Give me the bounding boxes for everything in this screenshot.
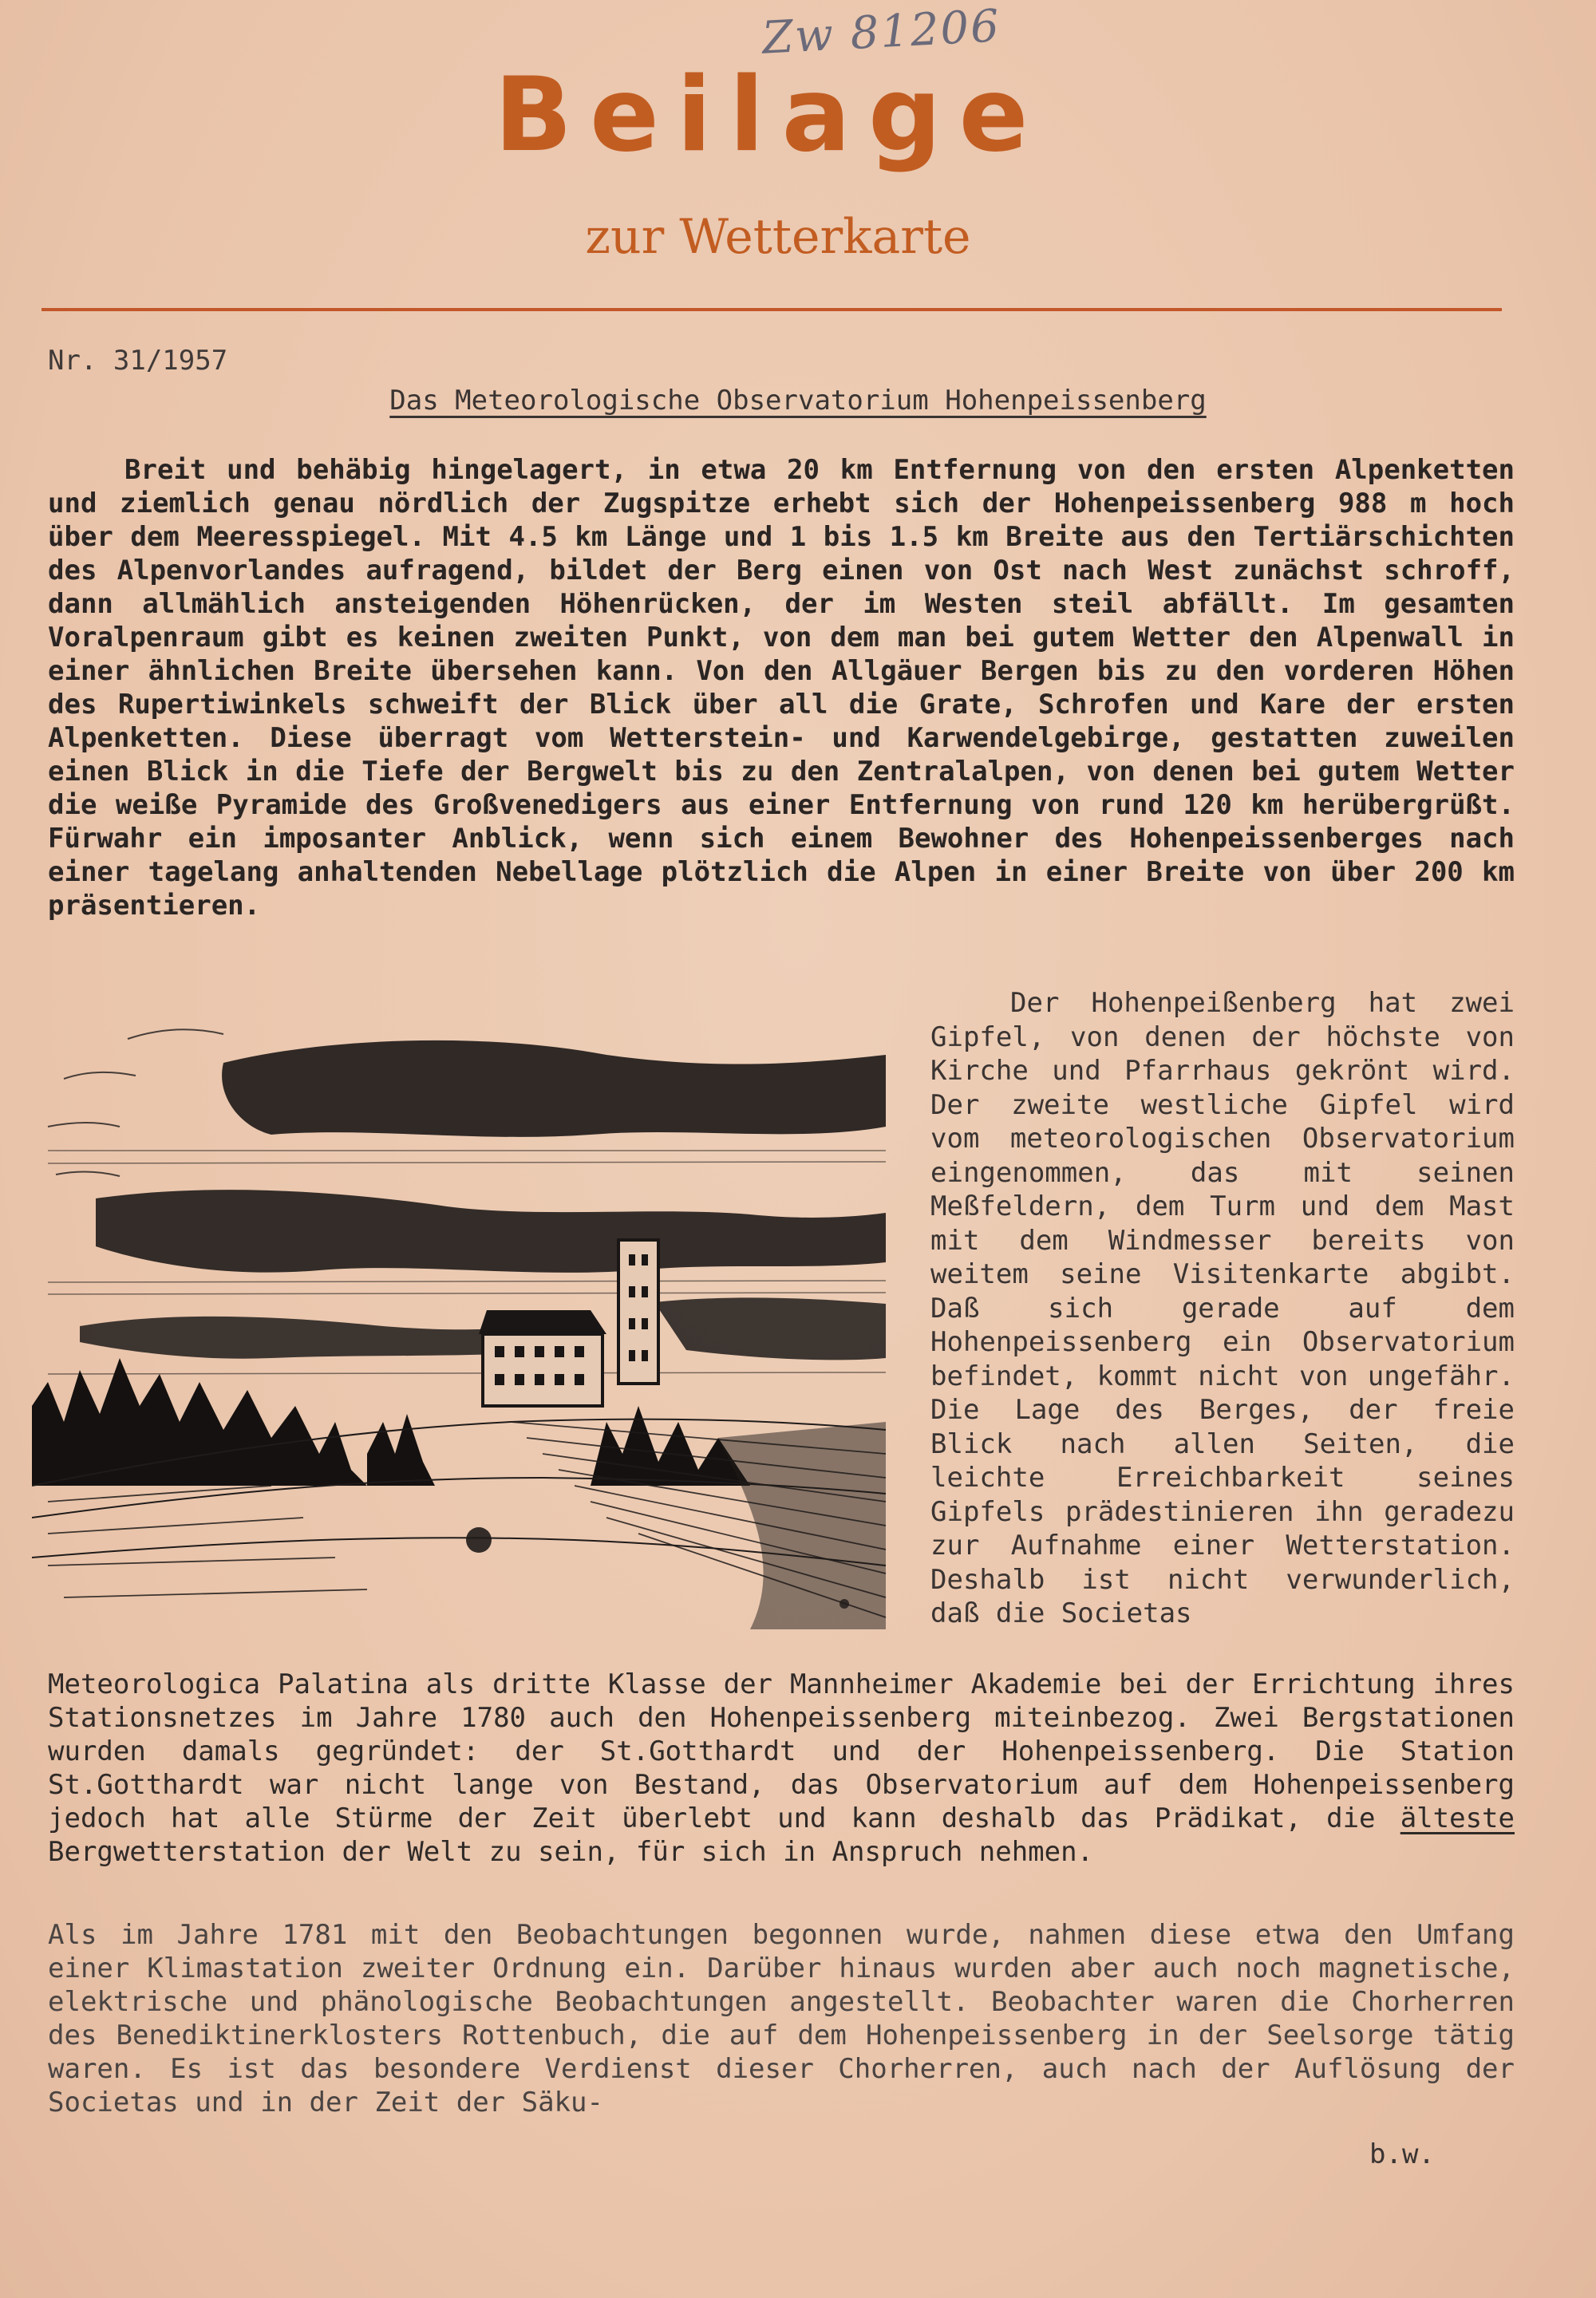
observatory-illustration: [32, 1007, 894, 1629]
page-subtitle: zur Wetterkarte: [585, 209, 971, 265]
article-heading: [0, 385, 1596, 417]
article-title: Das Meteorologische Observatorium Hohenpeissenberg: [389, 385, 1207, 417]
paragraph-3-text-b: Bergwetterstation der Welt zu sein, für sich in Anspruch nehmen.: [48, 1836, 1094, 1868]
paragraph-1-text: Breit und behäbig hingelagert, in etwa 20 km Entfernung von den ersten Alpenketten und ziemlich genau nördlich der Zugspitze erhebt sich der Hohenpeissenberg 988 m hoch über dem Meeresspiegel. Mit 4.5 km Länge und 1 bis 1.5 km Breite aus den Tertiärschichten des Alpenvorlandes aufragend, bildet der Berg einen von Ost nach West zunächst schroff, dann allmählich ansteigenden Höhenrücken, der im Westen steil abfällt. Im gesamten Voralpenraum gibt es keinen zweiten Punkt, von dem man bei gutem Wetter den Alpenwall in einer ähnlichen Breite übersehen kann. Von den Allgäuer Bergen bis zu den vorderen Höhen des Rupertiwinkels schweift der Blick über all die Grate, Schrofen und Kare der ersten Alpenketten. Diese überragt vom Wetterstein- und Karwendelgebirge, gestatten zuweilen einen Blick in die Tiefe der Bergwelt bis zu den Zentralalpen, von denen bei gutem Wetter die weiße Pyramide des Großvenedigers aus einer Entfernung von rund 120 km herübergrüßt. Fürwahr ein imposanter Anblick, wenn sich einem Bewohner des Hohenpeissenberges nach einer tagelang anhaltenden Nebellage plötzlich die Alpen in einer Breite von über 200 km präsentieren.: [48, 454, 1515, 922]
paragraph-1: [48, 453, 1515, 922]
paragraph-3-text-a: Meteorologica Palatina als dritte Klasse der Mannheimer Akademie bei der Errichtung ihres Stationsnetzes im Jahre 1780 auch den Hohenpeissenberg miteinbezog. Zwei Bergstationen wurden damals gegründet: der St.Gotthardt und der Hohenpeissenberg. Die Station St.Gotthardt war nicht lange von Bestand, das Observatorium auf dem Hohenpeissenberg jedoch hat alle Stürme der Zeit überlebt und kann deshalb das Prädikat, die: [48, 1668, 1515, 1834]
continued-mark: b.w.: [1369, 2138, 1435, 2170]
archive-handwritten-mark: Zw 81206: [760, 0, 1002, 65]
emphasized-word: älteste: [1400, 1802, 1515, 1834]
page-title: Beilage: [494, 56, 1046, 175]
header-divider: [41, 308, 1502, 311]
paragraph-2: [930, 986, 1515, 1631]
paragraph-2-text: Der Hohenpeißenberg hat zwei Gipfel, von denen der höchste von Kirche und Pfarrhaus gekrönt wird. Der zweite westliche Gipfel wird vom meteorologischen Observatorium eingenommen, das mit seinen Meßfeldern, dem Turm und dem Mast mit dem Windmesser bereits von weitem seine Visitenkarte abgibt. Daß sich gerade auf dem Hohenpeissenberg ein Observatorium befindet, kommt nicht von ungefähr. Die Lage des Berges, der freie Blick nach allen Seiten, die leichte Erreichbarkeit seines Gipfels prädestinieren ihn geradezu zur Aufnahme einer Wetterstation. Deshalb ist nicht verwunderlich, daß die Societas: [930, 987, 1515, 1629]
paragraph-3: [48, 1668, 1515, 1869]
issue-number: Nr. 31/1957: [48, 345, 228, 377]
paragraph-4: Als im Jahre 1781 mit den Beobachtungen begonnen wurde, nahmen diese etwa den Umfang einer Klimastation zweiter Ordnung ein. Darüber hinaus wurden aber auch noch magnetische, elektrische und phänologische Beobachtungen angestellt. Beobachter waren die Chorherren des Benediktinerklosters Rottenbuch, die auf dem Hohenpeissenberg in der Seelsorge tätig waren. Es ist das besondere Verdienst dieser Chorherren, auch nach der Auflösung der Societas und in der Zeit der Säku-: [48, 1919, 1515, 2118]
